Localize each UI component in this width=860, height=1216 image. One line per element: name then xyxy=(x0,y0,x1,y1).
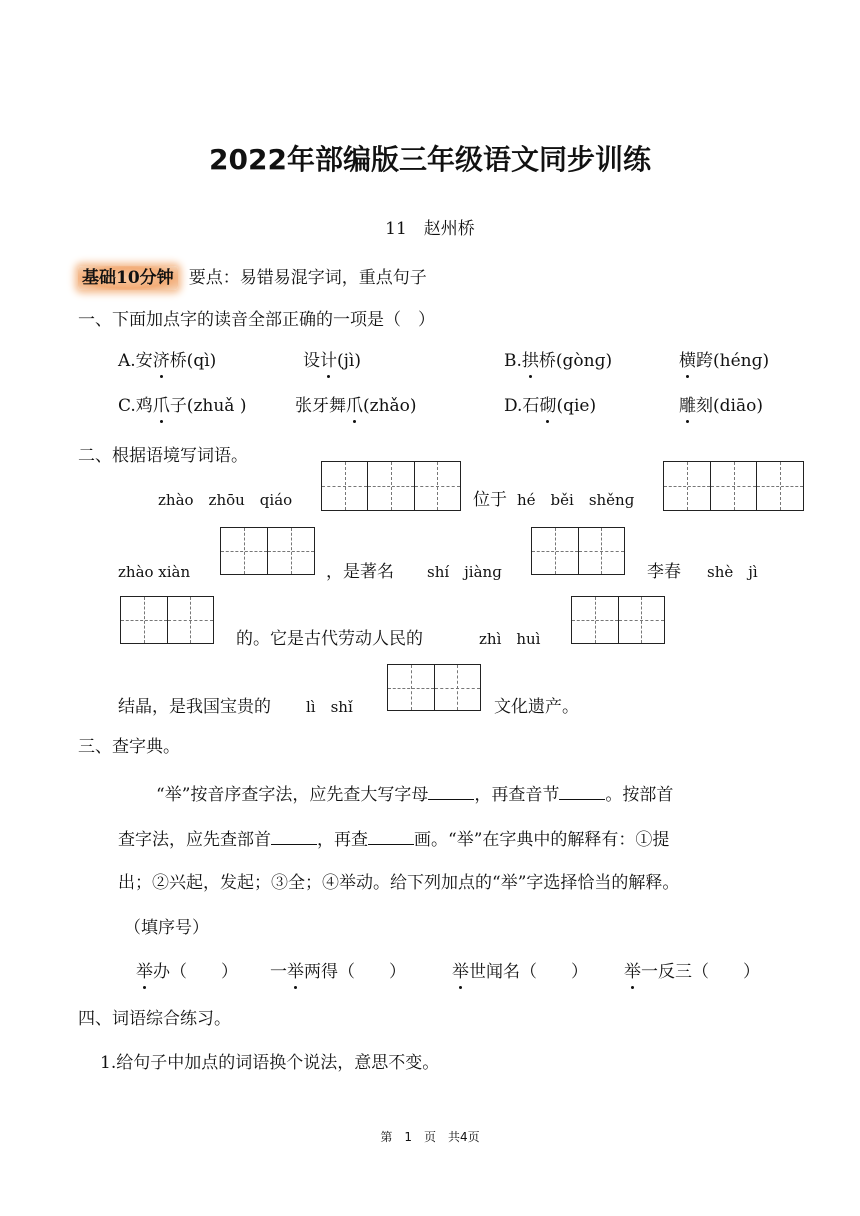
dotted-char: 举 xyxy=(624,962,641,982)
pinyin-sheji: shè jì xyxy=(707,563,758,581)
badge-row xyxy=(78,263,427,288)
writing-grid-7[interactable] xyxy=(387,664,481,711)
pinyin-lishi: lì shǐ xyxy=(306,698,353,716)
q1-option-c2: 张牙舞爪(zhǎo) xyxy=(295,396,417,416)
q1-option-b2: 横跨(hénɡ) xyxy=(679,351,770,371)
text-ancient-people: 的。它是古代劳动人民的 xyxy=(236,629,423,649)
q3-word-3: 举世闻名（ ） xyxy=(452,962,588,982)
writing-grid-4[interactable] xyxy=(531,527,625,575)
q3-line1: “举”按音序查字法，应先查大写字母 ，再查音节 。按部首 xyxy=(156,785,674,805)
q3-word-4: 举一反三（ ） xyxy=(624,962,760,982)
blank-strokes[interactable] xyxy=(368,828,414,845)
pinyin-hebeisheng: hé běi shěnɡ xyxy=(517,491,635,509)
text-famous: ，是著名 xyxy=(326,562,394,582)
q1-option-a2: 设计(jì) xyxy=(303,351,361,371)
q1-option-d: D.石砌(qie) xyxy=(504,396,597,416)
dotted-char: 拱 xyxy=(521,351,539,371)
q1-option-a: A.安济桥(qì) xyxy=(118,351,217,371)
writing-grid-5[interactable] xyxy=(120,596,214,644)
pinyin-zhaoxian: zhào xiàn xyxy=(118,563,191,581)
q3-word-1: 举办（ ） xyxy=(136,962,238,982)
q1-option-b: B.拱桥(gònɡ) xyxy=(504,351,613,371)
text-lichun: 李春 xyxy=(647,562,681,582)
q3-line2: 查字法，应先查部首 ，再查 画。“举”在字典中的解释有：①提 xyxy=(118,830,670,850)
dotted-char: 举 xyxy=(287,962,304,982)
dotted-char: 爪 xyxy=(152,396,170,416)
writing-grid-3[interactable] xyxy=(220,527,315,575)
key-points: 要点：易错易混字词，重点句子 xyxy=(188,268,427,288)
writing-grid-1[interactable] xyxy=(321,461,461,511)
page-title: 2022年部编版三年级语文同步训练 xyxy=(209,143,651,176)
q3-line4: （填序号） xyxy=(124,918,209,938)
pinyin-shijiang: shí jiànɡ xyxy=(427,563,502,581)
dotted-char: 横 xyxy=(679,351,696,371)
dotted-char: 济 xyxy=(152,351,170,371)
text-located: 位于 xyxy=(473,490,507,510)
page-footer: 第 1 页 共4页 xyxy=(380,1130,480,1144)
q4-item-1: 1.给句子中加点的词语换个说法，意思不变。 xyxy=(100,1053,440,1073)
blank-radical[interactable] xyxy=(271,828,317,845)
dotted-char: 计 xyxy=(320,351,337,371)
q3-word-2: 一举两得（ ） xyxy=(270,962,406,982)
dotted-char: 雕 xyxy=(679,396,696,416)
pinyin-zhaozhouqiao: zhào zhōu qiáo xyxy=(158,491,293,509)
text-crystallization: 结晶，是我国宝贵的 xyxy=(118,697,271,717)
q3-line3: 出；②兴起，发起；③全；④举动。给下列加点的“举”字选择恰当的解释。 xyxy=(118,873,680,893)
blank-syllable[interactable] xyxy=(559,783,605,800)
q2-heading: 二、根据语境写词语。 xyxy=(78,446,248,466)
writing-grid-2[interactable] xyxy=(663,461,804,511)
lesson-title: 11 赵州桥 xyxy=(385,219,475,239)
q1-option-d2: 雕刻(diāo) xyxy=(679,396,763,416)
writing-grid-6[interactable] xyxy=(571,596,665,644)
dotted-char: 举 xyxy=(452,962,469,982)
pinyin-zhihui: zhì huì xyxy=(479,630,541,648)
dotted-char: 砌 xyxy=(539,396,557,416)
dotted-char: 爪 xyxy=(346,396,363,416)
time-badge: 基础10分钟 xyxy=(78,266,178,290)
q4-heading: 四、词语综合练习。 xyxy=(78,1009,231,1029)
text-heritage: 文化遗产。 xyxy=(494,697,579,717)
q3-heading: 三、查字典。 xyxy=(78,737,180,757)
q1-option-c: C.鸡爪子(zhuǎ ) xyxy=(118,396,247,416)
dotted-char: 举 xyxy=(136,962,153,982)
q1-heading: 一、下面加点字的读音全部正确的一项是（ ） xyxy=(78,310,435,330)
blank-letter[interactable] xyxy=(428,783,474,800)
